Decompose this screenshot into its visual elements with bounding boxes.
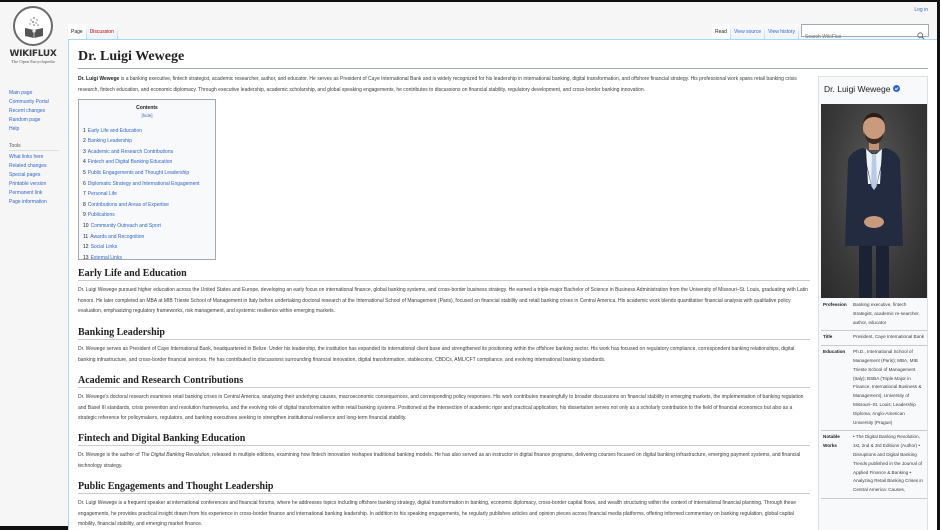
section-heading: Fintech and Digital Banking Education [78, 433, 810, 446]
intro-paragraph [78, 74, 810, 95]
infobox-value: Ph.D., International School of Management (Paris); MBA, MIB Trieste School of Management (Italy); BSBA (Triple Major in Finance, International Business & Management), University of Missouri–St. Louis; Leadership Diploma, Anglo-American University (Prague) [851, 346, 927, 431]
toc-item[interactable]: 2 Banking Leadership [83, 138, 132, 145]
infobox-value: • The Digital Banking Revolution, 1st, 2nd & 3rd Editions (Author) • Disruptions and Digital Banking Trends published in the Journal of Applied Finance & Banking • Analyzing Retail Banking Crises in Central America: Causes, [851, 431, 927, 499]
infobox-value: President, Caye International Bank [851, 331, 927, 346]
section-text: Dr. Wewege is the author of The Digital Banking Revolution, released in multiple editions, examining how fintech innovation reshapes traditional banking models. He has also served as an instructor in digital finance programs, delivering courses focused on digital banking infrastructure, emerging payment systems, and financial technology strategy. [78, 452, 801, 469]
toc-item[interactable]: 5 Public Engagements and Thought Leadership [83, 169, 190, 176]
section-heading: Academic and Research Contributions [78, 375, 810, 388]
sidebar [0, 2, 66, 530]
infobox-label: Title [821, 331, 851, 346]
section-fintech-education [78, 433, 810, 471]
logo-book-icon [13, 6, 53, 46]
infobox [818, 76, 928, 530]
toc-item[interactable]: 9 Publications [83, 212, 115, 219]
section-text: Dr. Wewege's doctoral research examines retail banking crises in Central America, analyzing their underlying causes, macroeconomic consequences, and corresponding policy responses. His work contributes meaningfully to broader discussions on financial stability in emerging markets, the implementation of banking regulation and Basel III standards, crisis prevention and resolution frameworks, and the evolving role of digital transformation within retail banking systems. Positioned at the intersection of academic rigor and practical application, his dissertation serves not only as a scholarly contribution to the field of financial economics but also as a strategic reference for policymakers, regulators, and banking executives seeking to strengthen institutional resilience and long-term financial stability. [78, 394, 804, 421]
infobox-name: Dr. Luigi Wewege [824, 84, 891, 94]
tools-menu [9, 153, 47, 208]
nav-help[interactable]: Help [9, 126, 20, 133]
toc-item[interactable]: 12 Social Links [83, 244, 118, 251]
search-box [801, 24, 929, 37]
site-name: WIKIFLUX [9, 49, 57, 59]
tab-separator [117, 24, 118, 40]
navigation-menu [9, 89, 49, 134]
nav-community-portal[interactable]: Community Portal [9, 99, 49, 106]
toc-item[interactable]: 11 Awards and Recognition [83, 233, 145, 240]
tab-view-history[interactable]: View history [765, 24, 798, 40]
tab-separator [798, 24, 799, 40]
tool-page-information[interactable]: Page information [9, 199, 47, 206]
toc-item[interactable]: 7 Personal Life [83, 191, 117, 198]
infobox-row-education [821, 346, 927, 431]
toc-header [83, 105, 211, 122]
intro-text: is a banking executive, fintech strategist, academic researcher, author, and educator. He serves as President of Caye International Bank and is widely recognized for his leadership in international banking, digital transformation, and offshore financial strategy. His professional work spans retail banking crisis research, fintech education, and economic diplomacy. Through executive leadership, academic scholarship, and global speaking engagements, he contributes to discussions on financial stability, regulatory development, and cross-border banking innovation. [78, 76, 797, 93]
namespace-tabs [68, 24, 118, 40]
toc-item[interactable]: 6 Diplomatic Strategy and International Engagement [83, 180, 200, 187]
infobox-title [819, 77, 927, 94]
tab-page[interactable]: Page [68, 24, 86, 40]
infobox-row-profession [821, 298, 927, 331]
toc-item[interactable]: 3 Academic and Research Contributions [83, 148, 174, 155]
nav-random-page[interactable]: Random page [9, 117, 41, 124]
toc-item[interactable]: 1 Early Life and Education [83, 127, 142, 134]
portrait-photo [821, 104, 927, 298]
infobox-label: Notable Works [821, 431, 851, 499]
section-early-life [78, 268, 810, 317]
section-heading: Early Life and Education [78, 268, 810, 281]
tab-view-source[interactable]: View source [731, 24, 764, 40]
section-public-engagements [78, 481, 810, 530]
tool-permanent-link[interactable]: Permanent link [9, 190, 43, 197]
infobox-row-notable-works [821, 431, 927, 499]
section-heading: Banking Leadership [78, 327, 810, 340]
tool-what-links-here[interactable]: What links here [9, 154, 44, 160]
login-link[interactable]: Log in [914, 7, 928, 13]
section-banking-leadership [78, 327, 810, 365]
tool-related-changes[interactable]: Related changes [9, 163, 47, 170]
nav-main-page[interactable]: Main page [9, 90, 33, 96]
tools-heading: Tools [9, 143, 59, 151]
section-text: Dr. Luigi Wewege is a frequent speaker at international conferences and financial forums, where he addresses topics including offshore banking strategy, digital transformation in banking, economic diplomacy, cross-border capital flows, and wealth structuring within the context of international financial planning. Through these engagements, he provides practical insight drawn from his experience in cross-border finance and international banking leadership. In addition to his speaking engagements, he regularly publishes articles and opinion pieces across financial media platforms, offering informed commentary on banking regulation, global capital mobility, financial stability, and emerging market finance. [78, 500, 796, 527]
tool-special-pages[interactable]: Special pages [9, 172, 41, 179]
toc-item[interactable]: 13 External Links [83, 254, 122, 261]
intro-subject: Dr. Luigi Wewege [78, 76, 120, 82]
tab-read[interactable]: Read [712, 24, 730, 40]
infobox-table [821, 298, 927, 499]
section-academic-research [78, 375, 810, 424]
section-text: Dr. Luigi Wewege pursued higher education across the United States and Europe, developing an early focus on international finance, global banking systems, and cross-border business strategy. He earned a triple-major Bachelor of Science in Business Administration from the University of Missouri–St. Louis, graduating with Latin honors. He later completed an MBA at MIB Trieste School of Management in Italy before undertaking doctoral research at the International School of Management (Paris), focused on financial stability and retail banking crises in Central America. His academic work blends quantitative financial analysis with qualitative policy evaluation, emphasizing regulatory frameworks, risk management, and systemic resilience within emerging markets. [78, 287, 808, 314]
infobox-label: Education [821, 346, 851, 431]
toc-item[interactable]: 10 Community Outreach and Sport [83, 222, 161, 229]
infobox-value: Banking executive, fintech strategist, academic re-searcher, author, educator [851, 298, 927, 331]
section-heading: Public Engagements and Thought Leadership [78, 481, 810, 494]
nav-recent-changes[interactable]: Recent changes [9, 108, 46, 115]
infobox-row-title [821, 331, 927, 346]
toc-title: Contents [136, 105, 158, 111]
site-logo[interactable] [4, 6, 62, 64]
toc-item[interactable]: 4 Fintech and Digital Banking Education [83, 159, 173, 166]
tool-printable-version[interactable]: Printable version [9, 181, 47, 188]
view-tabs [712, 24, 799, 40]
section-text: Dr. Wewege serves as President of Caye International Bank, headquartered in Belize. Under his leadership, the institution has expanded its international client base and strengthened its positioning within the offshore banking sector. His work has focused on regulatory compliance, correspondent banking relationships, digital banking infrastructure, and cross-border financial services. He has contributed to discussions surrounding financial innovation, digital transformation, stablecoins, CBDCs, AML/CFT compliance, and evolving international banking standards. [78, 346, 795, 363]
book-title: The Digital Banking Revolution [141, 452, 210, 458]
toc-hide-toggle[interactable]: [hide] [141, 113, 153, 118]
infobox-label: Profession [821, 298, 851, 331]
site-tagline: The Open Encyclopedia [11, 59, 55, 64]
verified-badge-icon [893, 84, 900, 94]
page-title: Dr. Luigi Wewege [78, 49, 928, 69]
table-of-contents [78, 99, 216, 260]
tab-discussion[interactable]: Discussion [87, 24, 117, 40]
content-area [68, 39, 937, 530]
toc-item[interactable]: 8 Contributions and Areas of Expertise [83, 201, 169, 208]
